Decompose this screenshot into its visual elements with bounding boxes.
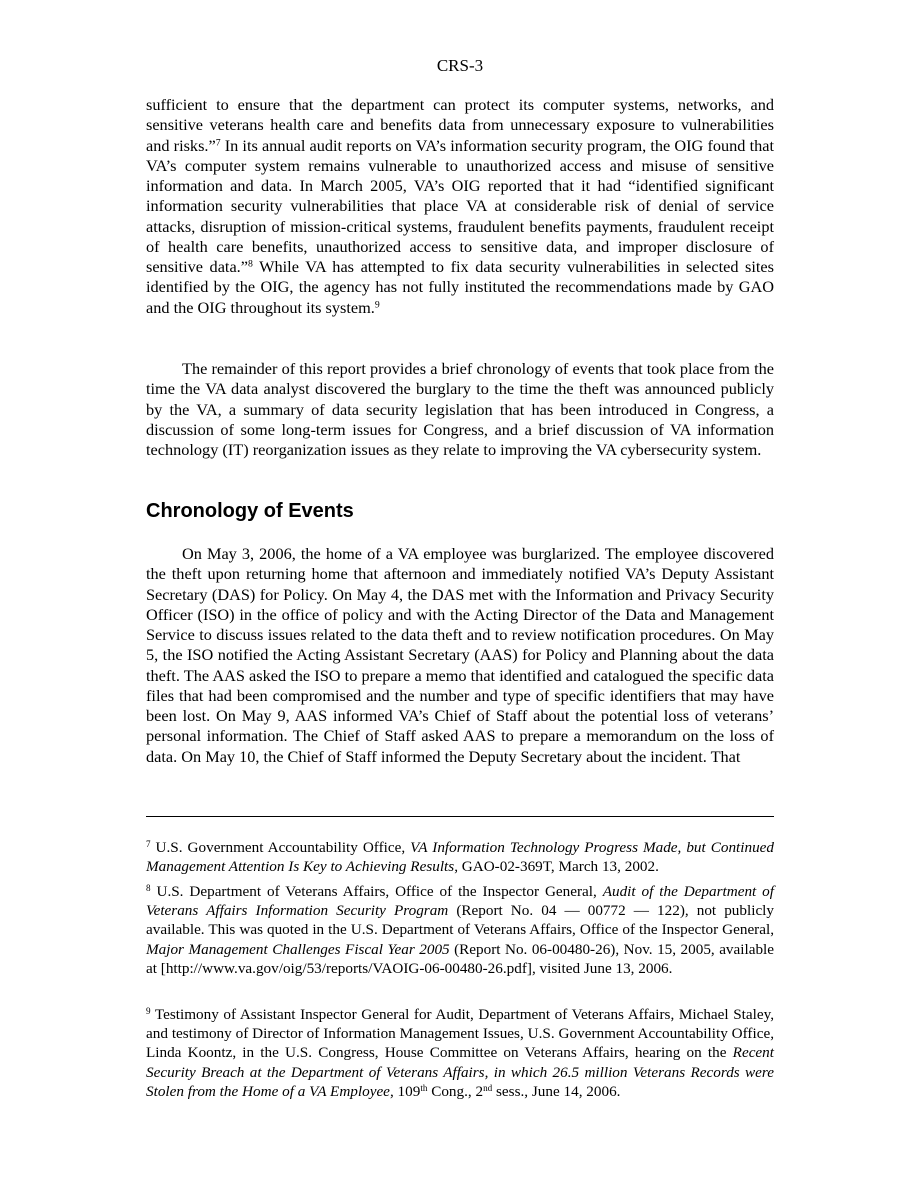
footnote-text: U.S. Department of Veterans Affairs, Office of the Inspector General, xyxy=(150,883,603,900)
footnote-8 xyxy=(146,882,774,978)
footnote-text: (Report No. 04 — 00772 — 122), not publicly available. This was quoted in the U.S. Department of Veterans Affairs, Office of the Inspector General, xyxy=(146,902,774,939)
footnote-7 xyxy=(146,838,774,876)
ordinal-suffix: th xyxy=(420,1082,428,1093)
footnote-ref-9[interactable]: 9 xyxy=(374,299,380,311)
body-paragraph-1 xyxy=(146,95,774,318)
footnote-text: U.S. Government Accountability Office, xyxy=(150,839,411,856)
footnote-text: (Report No. 06-00480-26), Nov. 15, 2005, available at [http://www.va.gov/oig/53/reports/VAOIG-06-00480-26.pdf], visited June 13, 2006. xyxy=(146,940,775,977)
page-header: CRS-3 xyxy=(436,56,484,75)
footnote-text: sess., June 14, 2006. xyxy=(492,1082,621,1100)
cited-title: VA Information Technology Progress Made, but Continued Management Attention Is Key to Achieving Results xyxy=(146,839,774,876)
paragraph-text: In its annual audit reports on VA’s information security program, the OIG found that VA’s computer system remains vulnerable to unauthorized access and misuse of sensitive information and data. In March 2005, VA’s OIG reported that it had “identified significant information security vulnerabilities that place VA at considerable risk of denial of service attacks, disruption of mission-critical systems, fraudulent benefits payments, fraudulent receipt of health care benefits, unauthorized access to sensitive data, and improper disclosure of sensitive data.” xyxy=(146,135,774,276)
footnote-ref-8[interactable]: 8 xyxy=(247,258,253,270)
footnote-9 xyxy=(146,1005,774,1101)
footnote-number: 9 xyxy=(146,1005,151,1016)
cited-title: Recent Security Breach at the Department of Veterans Affairs, in which 26.5 million Veterans Records were Stolen from the Home of a VA Employee xyxy=(146,1044,774,1100)
footnote-text: Testimony of Assistant Inspector General for Audit, Department of Veterans Affairs, Michael Staley, and testimony of Director of Information Management Issues, U.S. Government Accountability Office, Linda Koontz, in the U.S. Congress, House Committee on Veterans Affairs, hearing on the xyxy=(146,1006,774,1062)
footnote-text: , GAO-02-369T, March 13, 2002. xyxy=(454,858,659,876)
footnote-divider xyxy=(146,816,774,817)
body-paragraph-3: On May 3, 2006, the home of a VA employee was burglarized. The employee discovered the theft upon returning home that afternoon and immediately notified VA’s Deputy Assistant Secretary (DAS) for Policy. On May 4, the DAS met with the Information and Privacy Security Officer (ISO) in the office of policy and with the Acting Director of the Data and Management Service to discuss issues related to the data theft and to review notification procedures. On May 5, the ISO notified the Acting Assistant Secretary (AAS) for Policy and Planning about the data theft. The AAS asked the ISO to prepare a memo that identified and catalogued the specific data files that had been compromised and the number and type of specific identifiers that may have been lost. On May 9, AAS informed VA’s Chief of Staff about the potential loss of veterans’ personal information. The Chief of Staff asked AAS to prepare a memorandum on the loss of data. On May 10, the Chief of Staff informed the Deputy Secretary about the incident. That xyxy=(146,544,774,766)
section-heading: Chronology of Events xyxy=(146,500,354,522)
footnote-number: 7 xyxy=(146,838,151,849)
footnote-text: Cong., 2 xyxy=(427,1082,484,1100)
cited-title: Audit of the Department of Veterans Affairs Information Security Program xyxy=(146,883,774,920)
cited-title: Major Management Challenges Fiscal Year 2005 xyxy=(146,940,450,958)
body-paragraph-2: The remainder of this report provides a brief chronology of events that took place from the time the VA data analyst discovered the burglary to the time the theft was announced publicly by the VA, a summary of data security legislation that has been introduced in Congress, a discussion of some long-term issues for Congress, and a brief discussion of VA information technology (IT) reorganization issues as they relate to improving the VA cybersecurity system. xyxy=(146,359,774,459)
footnote-text: , 109 xyxy=(389,1082,421,1100)
paragraph-text: While VA has attempted to fix data security vulnerabilities in selected sites identified by the OIG, the agency has not fully instituted the recommendations made by GAO and the OIG throughout its system. xyxy=(146,257,774,317)
paragraph-text: sufficient to ensure that the department can protect its computer systems, networks, and sensitive veterans health care and benefits data from unnecessary exposure to vulnerabilities and risks.” xyxy=(146,95,774,155)
footnote-ref-7[interactable]: 7 xyxy=(215,137,221,149)
ordinal-suffix: nd xyxy=(483,1082,493,1093)
footnote-number: 8 xyxy=(146,882,151,893)
